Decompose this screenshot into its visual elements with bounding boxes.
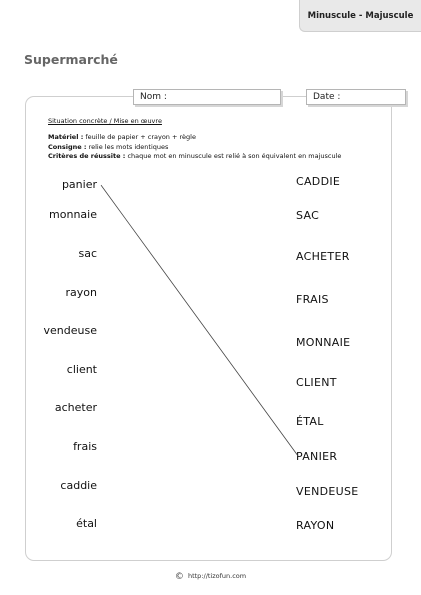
lowercase-word[interactable]: monnaie: [49, 208, 97, 221]
criteres-label: Critères de réussite :: [48, 152, 126, 160]
uppercase-word[interactable]: ACHETER: [296, 250, 350, 263]
lowercase-word[interactable]: frais: [73, 440, 97, 453]
uppercase-word[interactable]: PANIER: [296, 450, 338, 463]
lowercase-word[interactable]: client: [66, 363, 97, 376]
consigne-label: Consigne :: [48, 143, 87, 151]
lowercase-word[interactable]: sac: [78, 247, 97, 260]
uppercase-word[interactable]: CADDIE: [296, 175, 341, 188]
copyright-icon: ©: [174, 572, 184, 582]
page-title: Supermarché: [24, 52, 118, 67]
tab-minuscule-majuscule: Minuscule - Majuscule: [299, 0, 421, 32]
uppercase-word[interactable]: ÉTAL: [296, 415, 324, 428]
criteres-text: chaque mot en minuscule est relié à son équivalent en majuscule: [125, 152, 342, 160]
lowercase-word[interactable]: vendeuse: [43, 324, 97, 337]
lowercase-word[interactable]: rayon: [65, 286, 97, 299]
uppercase-word[interactable]: FRAIS: [296, 293, 329, 306]
materiel-text: feuille de papier + crayon + règle: [83, 133, 196, 141]
uppercase-word[interactable]: RAYON: [296, 519, 335, 532]
name-field[interactable]: Nom :: [133, 89, 281, 105]
example-connection-line: [101, 185, 298, 456]
uppercase-word[interactable]: VENDEUSE: [296, 485, 359, 498]
lowercase-word[interactable]: étal: [76, 517, 97, 530]
lowercase-word[interactable]: caddie: [60, 479, 97, 492]
uppercase-word[interactable]: MONNAIE: [296, 336, 351, 349]
lowercase-word[interactable]: acheter: [54, 401, 97, 414]
lowercase-word[interactable]: panier: [61, 178, 97, 191]
consigne-text: relie les mots identiques: [86, 143, 169, 151]
instructions-heading: Situation concrète / Mise en œuvre: [48, 117, 162, 125]
uppercase-word[interactable]: CLIENT: [296, 376, 337, 389]
materiel-label: Matériel :: [48, 133, 84, 141]
footer: [0, 572, 421, 582]
uppercase-word[interactable]: SAC: [296, 209, 320, 222]
date-field[interactable]: Date :: [306, 89, 406, 105]
footer-url[interactable]: http://tizofun.com: [187, 572, 247, 580]
